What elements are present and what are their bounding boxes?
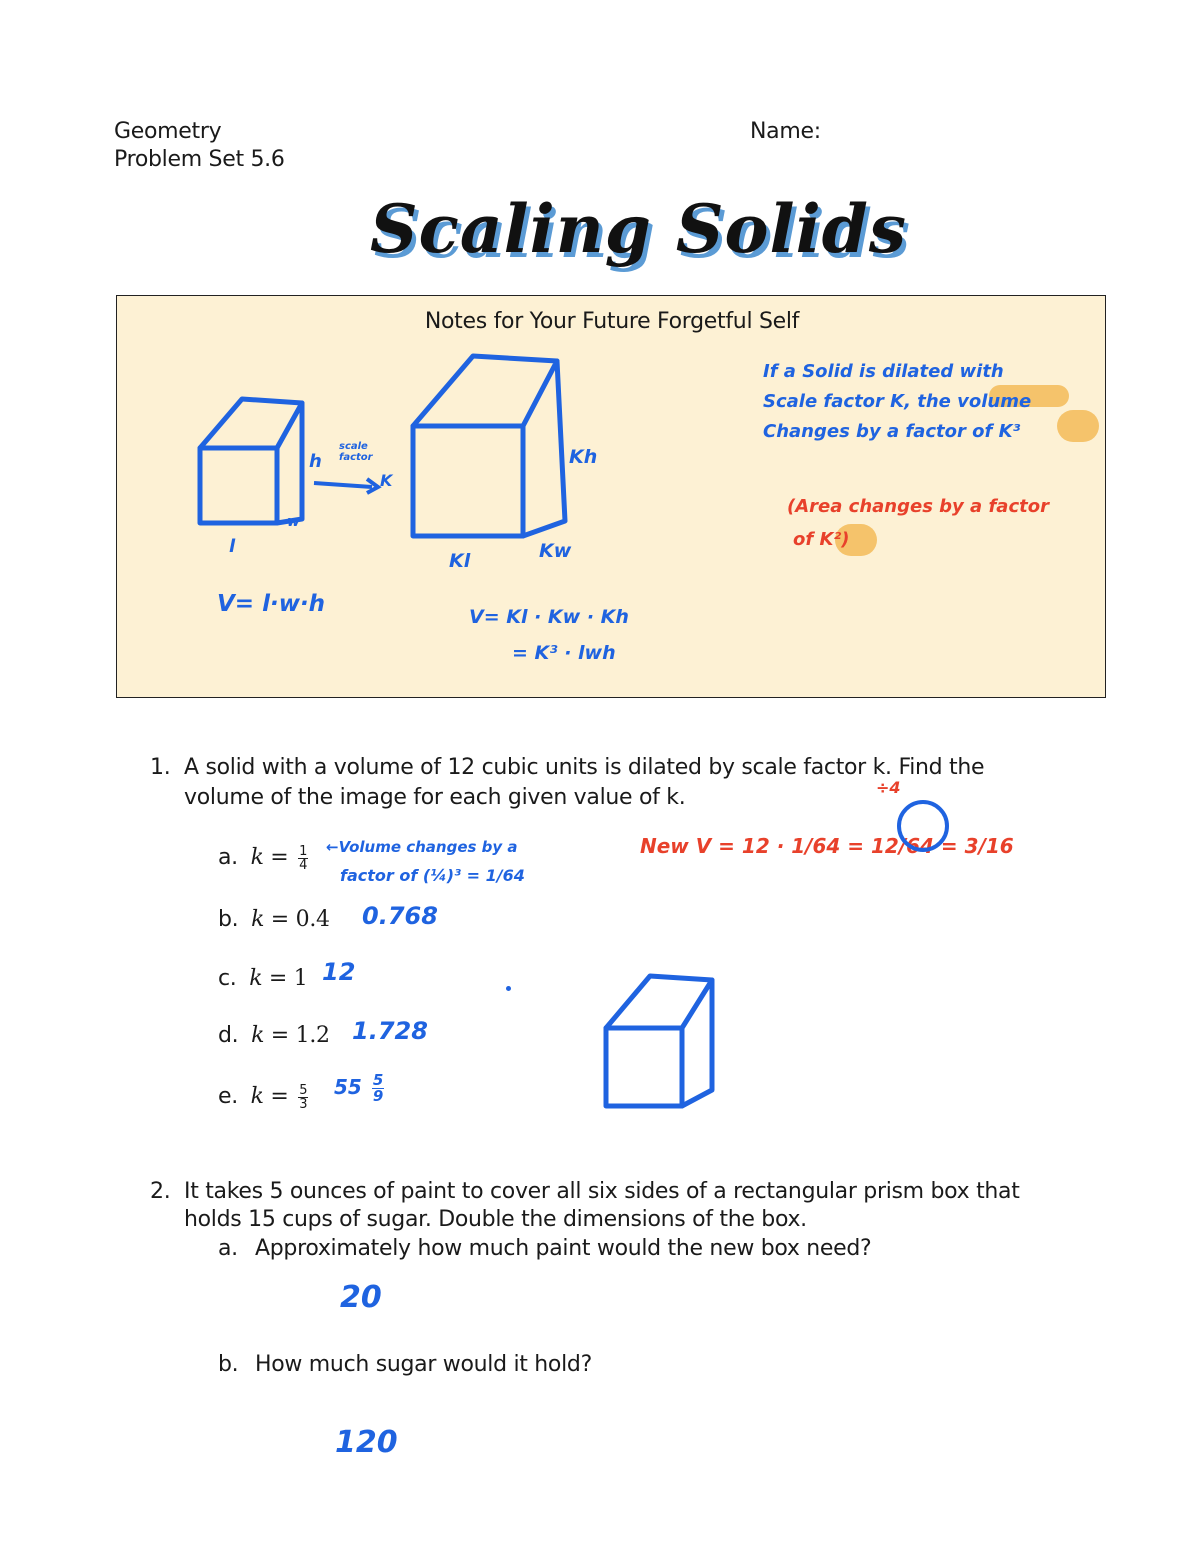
large-box-kh-label: Kh (569, 446, 598, 468)
problem2-number: 2. (150, 1179, 171, 1204)
small-box-l-label: l (229, 536, 236, 557)
answer-e-den: 9 (372, 1087, 384, 1105)
part-c: c. k = 1 (218, 966, 308, 991)
course-label: Geometry (114, 119, 222, 144)
problem2-part-b-letter: b. (218, 1352, 239, 1377)
area-line-1: (Area changes by a factor (787, 496, 1049, 517)
rule-line-2: Scale factor K, the volume (763, 391, 1032, 412)
part-e-k-den: 3 (299, 1096, 308, 1112)
part-b: b. k = 0.4 (218, 907, 330, 932)
answer-a-note-1: ←Volume changes by a (326, 838, 518, 856)
notes-box (116, 295, 1106, 698)
answer-a-circle (897, 798, 957, 858)
problem1-line2: volume of the image for each given value of k. (184, 785, 686, 810)
formula-large-2: = K³ · lwh (512, 642, 616, 664)
problem2-line1: It takes 5 ounces of paint to cover all six sides of a rectangular prism box that (184, 1179, 1020, 1204)
problem2-answer-b: 120 (335, 1425, 398, 1460)
part-a-letter: a. (218, 845, 238, 870)
part-e-letter: e. (218, 1084, 238, 1109)
problem2-part-b: How much sugar would it hold? (255, 1352, 592, 1377)
answer-a-divide: ÷4 (876, 778, 901, 797)
part-a-k-den: 4 (299, 857, 308, 873)
scale-factor-label: scale factor (339, 441, 373, 463)
small-box-w-label: w (287, 514, 300, 530)
small-box-h-label: h (309, 451, 322, 472)
part-a: a. k = $\frac{1}{4}$ (218, 843, 308, 873)
problem2-line2: holds 15 cups of sugar. Double the dimensions of the box. (184, 1207, 807, 1232)
answer-e-whole: 55 (334, 1075, 362, 1099)
problem-set-label: Problem Set 5.6 (114, 147, 285, 172)
answer-a-work: New V = 12 · 1/64 = 12/64 = 3/16 (640, 834, 1014, 858)
problem2-part-a: Approximately how much paint would the new box need? (255, 1236, 872, 1261)
large-box-kw-label: Kw (539, 540, 572, 562)
part-a-k-num: 1 (299, 843, 308, 859)
answer-e-num: 5 (372, 1071, 384, 1089)
problem2-part-a-letter: a. (218, 1236, 238, 1261)
formula-small: V= l·w·h (217, 591, 326, 617)
notes-heading: Notes for Your Future Forgetful Self (424, 309, 800, 334)
rule-line-3: Changes by a factor of K³ (763, 421, 1021, 442)
large-box-kl-label: Kl (449, 550, 471, 572)
part-c-letter: c. (218, 966, 237, 991)
answer-d: 1.728 (352, 1017, 428, 1045)
answer-e (334, 1073, 384, 1104)
answer-a-note-2: factor of (¼)³ = 1/64 (340, 866, 525, 885)
part-d-letter: d. (218, 1023, 239, 1048)
problem2-answer-a: 20 (340, 1280, 382, 1315)
name-label: Name: (750, 119, 821, 144)
formula-large-1: V= Kl · Kw · Kh (469, 606, 629, 628)
part-b-letter: b. (218, 907, 239, 932)
ink-dot (506, 986, 511, 991)
part-e: e. k = $\frac{5}{3}$ (218, 1082, 308, 1112)
part-d: d. k = 1.2 (218, 1023, 330, 1048)
area-line-2: of K²) (793, 529, 850, 550)
part-c-k: 1 (293, 966, 308, 991)
arrow-k-label: K (380, 471, 393, 490)
problem1-number: 1. (150, 755, 171, 780)
answer-b: 0.768 (362, 902, 438, 930)
problem1-line1: A solid with a volume of 12 cubic units is dilated by scale factor k. Find the (184, 755, 985, 780)
k-cubed-highlight (1057, 410, 1099, 442)
answer-c: 12 (322, 958, 356, 986)
part-d-k: 1.2 (295, 1023, 330, 1048)
cube-sketch (600, 970, 730, 1120)
page-title: Scaling Solids (370, 190, 908, 268)
rule-line-1: If a Solid is dilated with (763, 361, 1004, 382)
part-e-k-num: 5 (299, 1082, 308, 1098)
part-b-k: 0.4 (295, 907, 330, 932)
